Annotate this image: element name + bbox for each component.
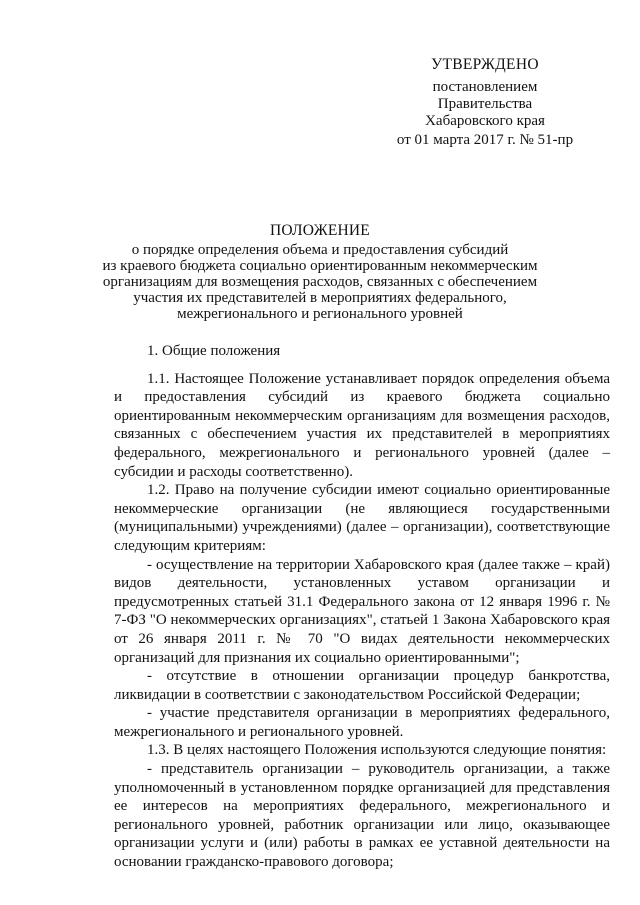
approval-line-2: Правительства [437,96,533,112]
paragraph-1-1: 1.1. Настоящее Положение устанавливает порядок определения объема и предоставления субсидий из краевого бюджета социально ориентированным некоммерческим организациям для возмещения расходов, связанных с обеспечением участия их представителей в мероприятиях федерального, межрегионального и регионального уровней (далее – субсидии и расходы соответственно). [114,370,610,480]
document-title: ПОЛОЖЕНИЕ [270,222,370,239]
approval-line-1: постановлением [432,79,538,95]
document-subtitle-line: организациям для возмещения расходов, связанных с обеспечением [102,274,538,290]
approval-line-3: Хабаровского края [425,113,545,129]
paragraph-1-3: 1.3. В целях настоящего Положения используются следующие понятия: [147,742,607,759]
document-subtitle-line: участия их представителей в мероприятиях федерального, [133,290,507,306]
criteria-item-activity: - осуществление на территории Хабаровского края (далее также – край) видов деятельности, установленных уставом организации и предусмотренных статьей 31.1 Федерального закона от 12 января 1996 г. № 7-ФЗ "О некоммерческих организациях", статьей 1 Закона Хабаровского края от 26 января 2011 г. № 70 "О видах деятельности некоммерческих организаций для признания их социально ориентированными"; [114,556,610,666]
criteria-item-bankruptcy: - отсутствие в отношении организации процедур банкротства, ликвидации в соответствии с законодательством Российской Федерации; [114,668,610,703]
section-heading: 1. Общие положения [147,343,281,359]
document-subtitle-line: из краевого бюджета социально ориентированным некоммерческим [102,258,538,274]
definition-representative: - представитель организации – руководитель организации, а также уполномоченный в установленном порядке организацией для представления ее интересов на мероприятиях федерального, межрегионального и регионального уровней, работник организации или лицо, оказывающее организации услуги и (или) работы в рамках ее уставной деятельности на основании гражданско-правового договора; [114,761,610,871]
approval-heading: УТВЕРЖДЕНО [431,56,539,73]
paragraph-1-2: 1.2. Право на получение субсидии имеют социально ориентированные некоммерческие организации (не являющиеся государственными (муниципальными) учреждениями) (далее – организации), соответствующие следующим критериям: [114,482,610,554]
approval-date: от 01 марта 2017 г. № 51-пр [396,132,574,148]
document-title-block [80,223,560,322]
approval-stamp [380,56,590,149]
document-body [114,342,610,872]
document-subtitle-line: межрегионального и регионального уровней [177,306,463,322]
criteria-item-participation: - участие представителя организации в мероприятиях федерального, межрегионального и регионального уровней. [114,705,610,740]
document-subtitle-line: о порядке определения объема и предоставления субсидий [131,242,509,258]
